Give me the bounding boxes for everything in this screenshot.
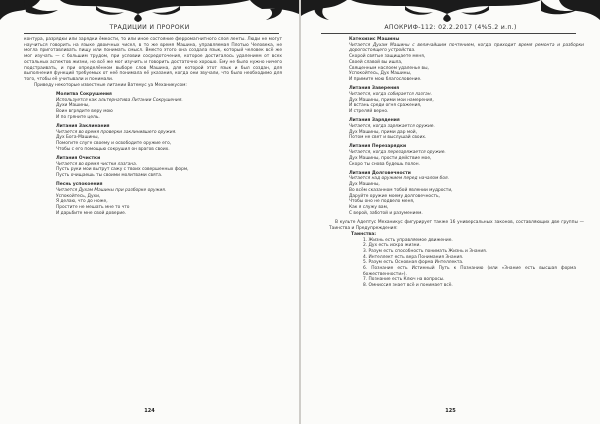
litany-line: Скоро ты снова будешь полон. [349,161,420,167]
litany-line: Духи Машины, [56,103,90,109]
litany-note: Читается во время чистки лазгана. [56,161,138,167]
litany-line: Даруйте оружие моему долговечность, [349,193,440,199]
page-number: 125 [445,408,456,414]
litany-title: Песнь успокоения [56,182,103,188]
list-item: 1. Жизнь есть управляемое движение. [363,237,453,243]
litany-title: Молитва Сокрушения [56,91,112,97]
litany-line: Пусть руки мои вытрут сажу с твоих совершенных форм, [56,167,189,173]
litany-line: Успокойтесь, Дух Машины, [349,71,412,77]
litany-note: Используется как альтернатива Литании Сокрушения. [56,97,183,103]
right-ornament [301,0,600,22]
litany-note: Читается Духам Машины при разборке оружия. [56,187,167,193]
litany-note: Читается, когда собирается лазган. [349,91,433,97]
catechism-title: Таинства: [351,231,376,237]
litany-line: Дух Бога-Машины, [56,135,99,141]
litany-line: Чтобы оно не подвело меня, [349,199,415,205]
litany-line: Я делаю, что до ноже, [56,199,108,205]
intro-paragraph: Приведу некоторые известные литании Ватемус уа Механикусом: [34,82,187,88]
litany-line: Дух Машины, прими мои намерения, [349,97,434,103]
litany-title: Литания Зарядения [349,118,400,124]
list-item: 8. Омниссия знает всё и понимает всё. [363,283,453,289]
litany-line: И по гряните цель. [56,114,100,120]
list-item: 3. Разум есть способность понимать Жизнь и Знания. [363,248,488,254]
litany-line: Дух Машины, прими дар мой, [349,129,417,135]
litany-line: Простите не мешать мне то что [56,204,130,210]
litany-line: Дух Машины, [349,182,380,188]
litany-line: Воин вгрядите веру мою [56,108,113,114]
header-rule [321,33,576,34]
right-body-text [329,37,584,289]
litany-line: Дух Машины, прости действие мое, [349,155,432,161]
litany-line: С верой, заботой и разумением. [349,210,423,216]
litany-line: Во всём сказанном тобой явлении мудрости, [349,187,453,193]
litany-line: И дарьбите мне свой доверие. [56,210,127,216]
left-ornament [0,0,299,22]
litany-line: Чтобы с его помощью сокрушил он врагов своих. [56,146,170,152]
litany-title: Литания Долговечности [349,170,411,176]
litany-note: Читается Духам Машины с величайшим почтением, когда приходит время ремонта и разборки дорогостоящего устройства. [349,42,584,54]
right-page [301,0,600,424]
litany-title: Литания Очистки [56,155,101,161]
list-item: 6. Познание есть Истинный Путь к Познанию (или «Знание есть высшая форма божественности»). [363,266,576,277]
catechism-list [329,238,584,289]
list-item: 4. Интеллект есть вера Понимания Знания. [363,254,464,260]
left-page [0,0,299,424]
litany-line: Священным наслоем удаленье вы, [349,65,429,71]
litany-title: Катехизис Машины [349,37,400,42]
litany-note: Читается, когда перезаряжается оружие. [349,150,446,156]
litany-line: Скорой святые защищаете меня, [349,54,426,60]
litany-line: Потом не свет и выслушай своих. [349,135,427,141]
litany-line: Успокойтесь, Духи, [56,193,101,199]
litany-note: Читается над оружием перед началом боя. [349,176,449,182]
litany-line: И стреляй верно. [349,108,389,114]
list-item: 2. Дух есть искра жизни. [363,243,421,249]
body-paragraph: контура, разрядки или зарядки ёмкости, то или иное состояние ферромагнитного слоя ленты. Люди не могут научиться говорить на языке двоичных чисел, в то же время Машина, управляемая Плотью Человека, не могла приготавливать пищу или понимать смысл. Вместо этого она создала язык, который человек всё же мог изучать — с большим трудом, при условии сосредоточения, которое достигалось удалением от всех остальных аспектов жизни, но всё же мог изучить и говорить достаточно хорошо. Ему не было нужно ничего подстраивать, и при определённом выборе слов Машина, для которой этот язык и был создан, для выполнения функций требуемых от неё понимала её указания, когда они звучали, что было необходимо для того, чтобы её учитывали и понимали. [24,37,282,82]
litany-line: Своей славой вы ишла, [349,59,403,65]
body-paragraph: В культе Адептус Механикус фигурирует также 16 универсальных законов, составляющих две группы — Таинства и Предупреждения: [329,220,584,232]
litany-line: И встань среди огня сражения, [349,103,422,109]
page-number: 124 [144,408,155,414]
litany-line: И примите мою благословение. [349,76,422,82]
litany-title: Литания Перезарядки [349,144,407,150]
list-item: 5. Разум есть Основная форма Интеллекта. [363,260,464,266]
list-item: 7. Познание есть Ключ на вопросы. [363,277,445,283]
litany-title: Литания Заверения [349,86,400,92]
left-body-text [24,37,282,216]
header-rule [24,33,279,34]
litany-note: Читается, когда заряжается оружие. [349,123,435,129]
litany-line: Пусть очищаешь ты своими молитвами свята. [56,172,163,178]
litany-line: Помогите слуге своему и освободите оружие его, [56,140,172,146]
running-header: АПОКРИФ-112: 02.2.2017 (4%5.2 и.п.) [384,24,517,31]
running-header: ТРАДИЦИИ И ПРОРОКИ [109,24,190,31]
litany-block [56,92,282,217]
litany-note: Читается во время проверки заклинившего оружия. [56,129,177,135]
litany-line: Как я служу вам, [349,204,389,210]
litany-block [349,37,584,216]
litany-title: Литания Заклинания [56,123,110,129]
